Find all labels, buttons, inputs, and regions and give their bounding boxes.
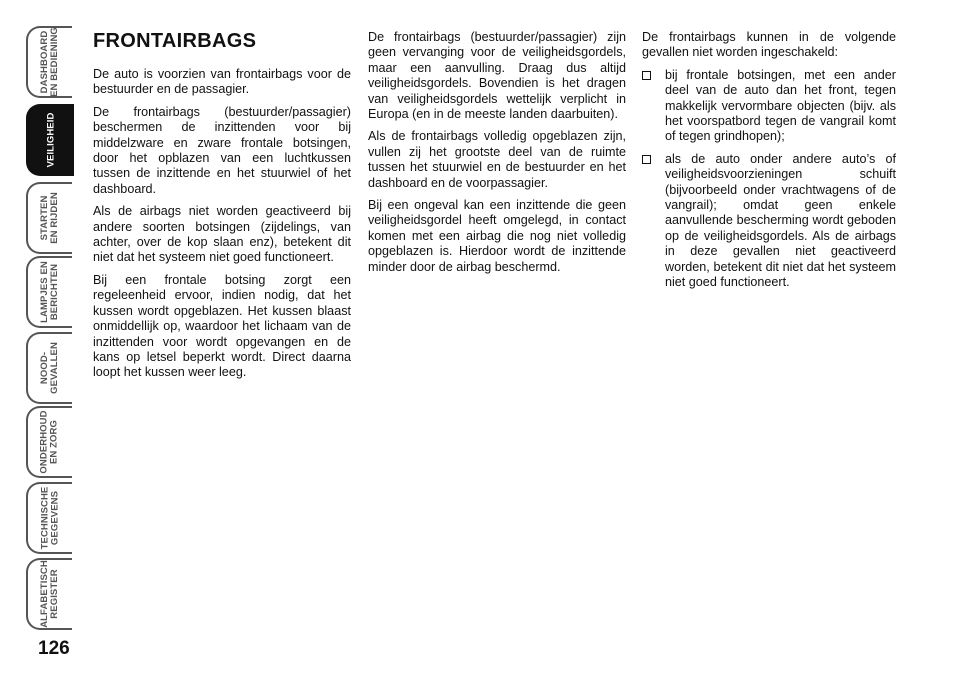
tab-dashboard[interactable]: [26, 26, 72, 98]
tab-label-line: TECHNISCHE: [39, 486, 51, 550]
tab-onderhoud[interactable]: [26, 406, 72, 478]
tab-label-line: ALFABETISCH: [39, 560, 51, 628]
paragraph: Bij een frontale botsing zorgt een regeleenheid ervoor, indien nodig, dat het kussen wordt opgeblazen. Het kussen blaast onmiddellijk op, waardoor het lichaam van de inzittenden voor wordt opgevangen en de kans op letsel beperkt wordt. Direct daarna loopt het kussen weer leeg.: [93, 272, 351, 380]
tab-label-line: GEVALLEN: [49, 342, 61, 394]
tab-label-line: EN ZORG: [49, 420, 60, 464]
tab-label-line: DASHBOARD: [39, 30, 51, 94]
tab-label-line: LAMPJES EN: [39, 261, 50, 323]
column-2: [368, 30, 626, 282]
paragraph: De frontairbags kunnen in de volgende gevallen niet worden ingeschakeld:: [642, 30, 896, 60]
tab-label-line: REGISTER: [49, 569, 61, 619]
paragraph: De frontairbags (bestuurder/passagier) zijn geen vervanging voor de veiligheidsgordels, maar een aanvulling. Draag dus altijd veiligheidsgordels. Bovendien is het dragen van veiligheidsgordels wettelijk verplicht in Europa (en in de meeste landen daarbuiten).: [368, 30, 626, 122]
list-item: [642, 152, 896, 291]
tab-label-line: BERICHTEN: [49, 263, 60, 321]
list-item-text: bij frontale botsingen, met een ander deel van de auto dan het front, tegen makkelijk vervormbare objecten (bijv. als het voorspatbord tegen de vangrail komt of tegen grindhopen);: [665, 67, 896, 144]
tab-noodgevallen[interactable]: [26, 332, 72, 404]
tab-technische-gegevens[interactable]: [26, 482, 72, 554]
tab-veiligheid[interactable]: [26, 104, 74, 176]
paragraph: Als de frontairbags volledig opgeblazen zijn, vullen zij het grootste deel van de ruimte tussen het stuurwiel en de bestuurder en het dashboard en de voorpassagier.: [368, 129, 626, 190]
paragraph: Bij een ongeval kan een inzittende die geen veiligheidsgordel heeft omgelegd, in contact komen met een airbag die nog niet volledig opgeblazen is. Hierdoor wordt de inzittende minder door de airbag beschermd.: [368, 198, 626, 274]
tab-starten[interactable]: [26, 182, 72, 254]
tab-label-line: STARTEN: [39, 195, 51, 241]
tab-label-line: NOOD-: [39, 351, 51, 385]
checkbox-bullet-icon: [642, 155, 651, 164]
tab-label-line: EN RIJDEN: [49, 192, 61, 244]
tab-label-line: ONDERHOUD: [39, 410, 50, 474]
tab-label-line: EN BEDIENING: [49, 27, 61, 97]
page-title: FRONTAIRBAGS: [93, 30, 257, 52]
list-item: [642, 68, 896, 145]
column-3: [642, 30, 896, 298]
tab-lampjes[interactable]: [26, 256, 72, 328]
tab-label-line: GEGEVENS: [49, 490, 61, 546]
paragraph: De frontairbags (bestuurder/passagier) beschermen de inzittenden voor bij middelzware en zware frontale botsingen, door het opblazen van een luchtkussen tussen de inzittende en het stuurwiel of het dashboard.: [93, 104, 351, 196]
paragraph: Als de airbags niet worden geactiveerd bij andere soorten botsingen (zijdelings, van achter, over de kop slaan enz), betekent dit niet dat het systeem niet goed functioneert.: [93, 204, 351, 265]
tab-register[interactable]: [26, 558, 72, 630]
list-item-text: als de auto onder andere auto’s of veiligheidsvoorzieningen schuift (bijvoorbeeld onder vrachtwagens of de vangrail); omdat geen enkele aanvullende bescherming wordt geboden op de veiligheidsgordels. Als de airbags in deze gevallen niet geactiveerd worden, betekent dit niet dat het systeem niet goed functioneert.: [665, 151, 896, 290]
paragraph: De auto is voorzien van frontairbags voor de bestuurder en de passagier.: [93, 67, 351, 97]
page-number: 126: [38, 638, 70, 659]
checkbox-bullet-icon: [642, 71, 651, 80]
column-1: [93, 30, 351, 388]
tab-label-line: VEILIGHEID: [45, 112, 56, 168]
